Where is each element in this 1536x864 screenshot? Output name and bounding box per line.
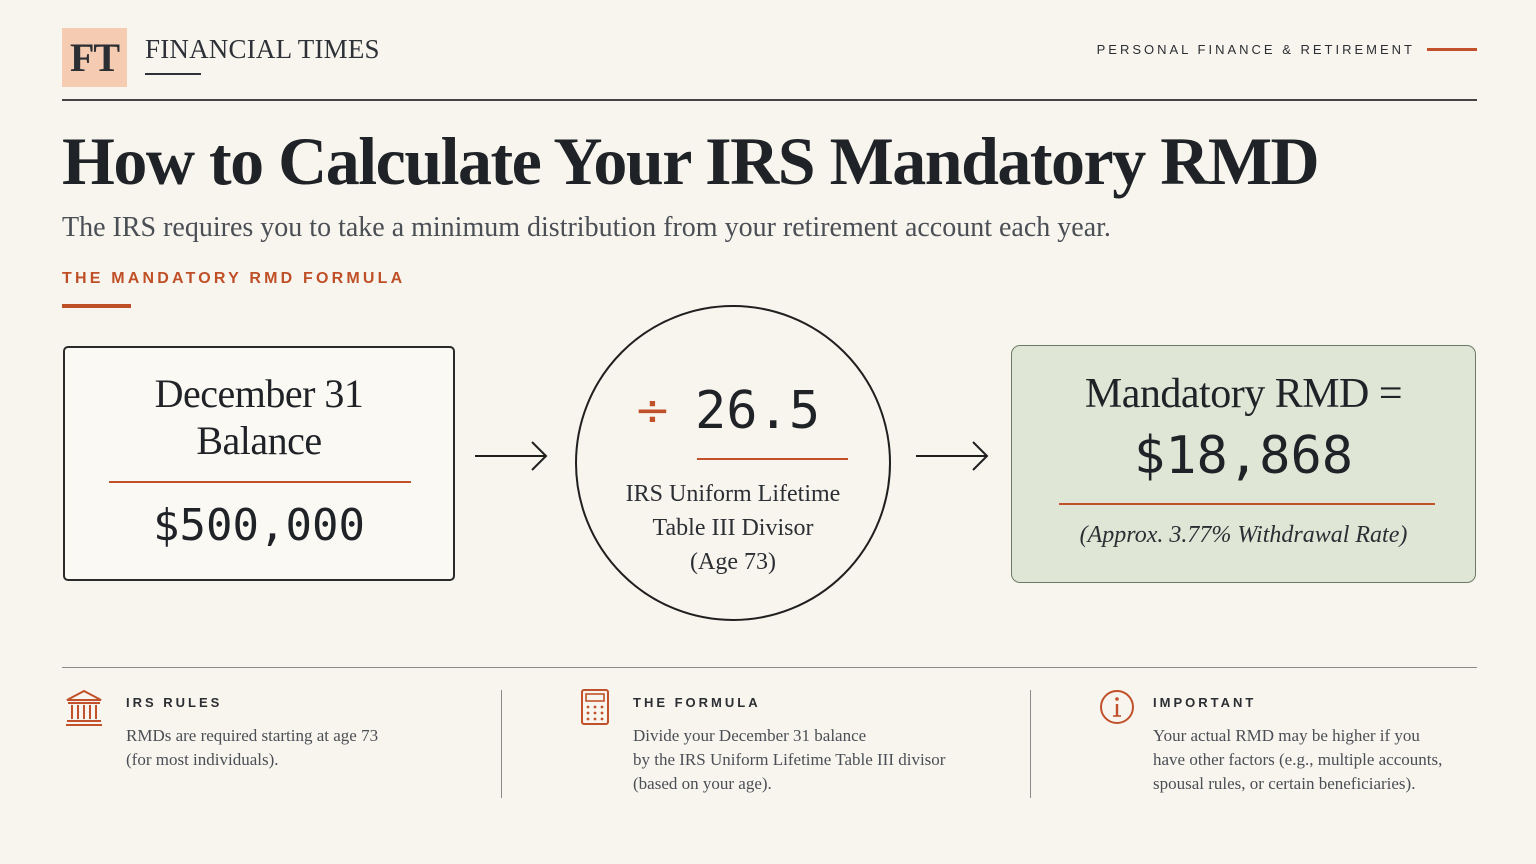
divisor-rule: [697, 458, 848, 460]
divisor-caption: [577, 477, 889, 579]
footer-divider: [62, 667, 1477, 668]
withdrawal-rate-note: (Approx. 3.77% Withdrawal Rate): [1079, 522, 1408, 548]
divide-icon: ÷: [634, 385, 671, 436]
balance-value: $500,000: [153, 500, 365, 551]
page-subtitle: The IRS requires you to take a minimum distribution from your retirement account each year.: [62, 212, 1111, 243]
balance-card-rule: [109, 481, 411, 483]
calculator-icon: [578, 688, 618, 728]
brand-name[interactable]: FINANCIAL TIMES: [145, 34, 380, 64]
column-divider: [501, 690, 502, 798]
result-card: [1011, 345, 1476, 583]
column-divider: [1030, 690, 1031, 798]
divisor-caption-line1: IRS Uniform Lifetime: [625, 481, 841, 507]
section-accent-dash: [1427, 48, 1477, 51]
balance-card-title: [65, 370, 453, 464]
kicker-accent-bar: [62, 304, 131, 308]
result-title: Mandatory RMD =: [1084, 371, 1403, 417]
result-rule: [1059, 503, 1435, 505]
arrow-right-icon: [915, 440, 991, 472]
ft-logo[interactable]: FT: [62, 28, 127, 87]
brand-underline: [145, 73, 201, 75]
rmd-value: $18,868: [1133, 426, 1354, 486]
irs-rules-body: RMDs are required starting at age 73 (for most individuals).: [126, 726, 379, 769]
irs-rules-heading: IRS RULES: [126, 695, 223, 710]
arrow-right-icon: [474, 440, 550, 472]
formula-heading: THE FORMULA: [633, 695, 761, 710]
formula-body: Divide your December 31 balance by the IRS Uniform Lifetime Table III divisor (based on your age).: [633, 726, 946, 793]
important-heading: IMPORTANT: [1153, 695, 1257, 710]
divisor-circle: [575, 305, 891, 621]
balance-title-line1: December 31: [154, 371, 364, 416]
formula-kicker: THE MANDATORY RMD FORMULA: [62, 270, 406, 287]
important-body: Your actual RMD may be higher if you have other factors (e.g., multiple accounts, spousal rules, or certain beneficiaries).: [1153, 726, 1443, 793]
section-label[interactable]: PERSONAL FINANCE & RETIREMENT: [1096, 42, 1415, 57]
divisor-caption-line3: (Age 73): [690, 549, 776, 575]
bank-building-icon: [64, 688, 104, 728]
page-title: How to Calculate Your IRS Mandatory RMD: [62, 123, 1319, 199]
divisor-value: 26.5: [695, 381, 821, 441]
info-circle-icon: [1098, 688, 1138, 728]
balance-title-line2: Balance: [196, 418, 322, 463]
balance-card: [63, 346, 455, 581]
divisor-caption-line2: Table III Divisor: [652, 515, 814, 541]
masthead: [62, 28, 1477, 100]
header-divider: [62, 99, 1477, 101]
